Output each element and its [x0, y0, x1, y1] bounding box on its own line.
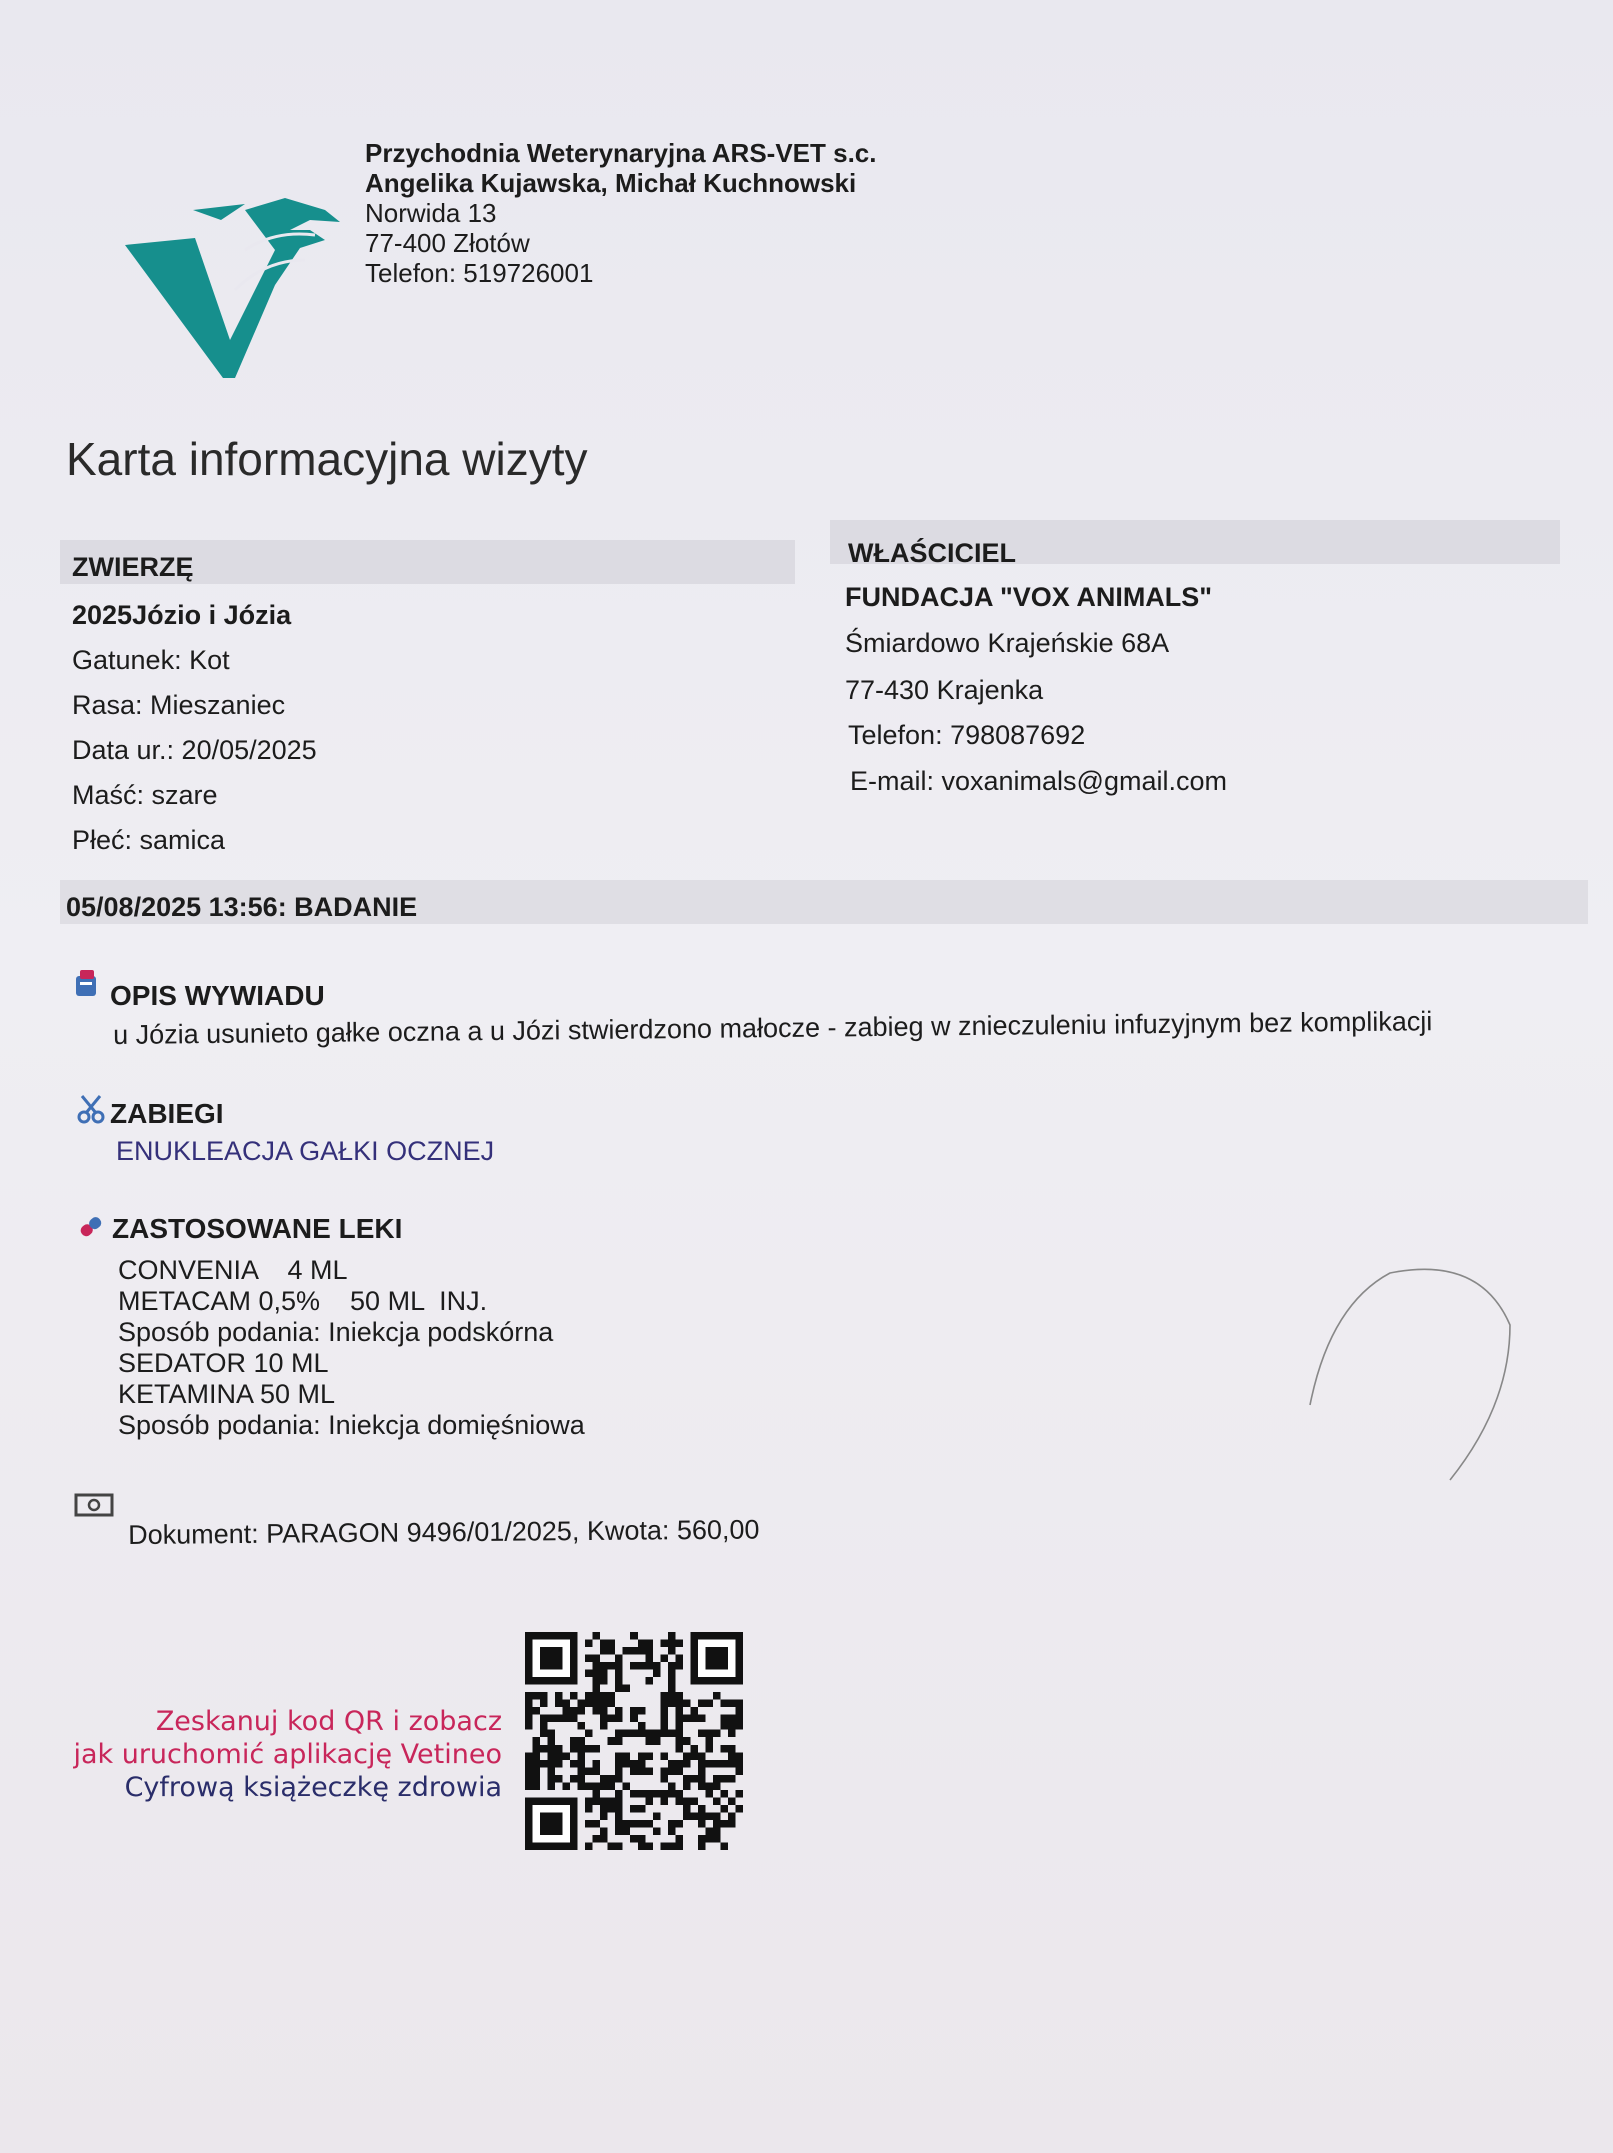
clipboard-icon — [72, 968, 102, 1000]
animal-heading: ZWIERZĘ — [72, 552, 194, 582]
clinic-owners: Angelika Kujawska, Michał Kuchnowski — [365, 168, 857, 198]
scissors-icon — [76, 1093, 106, 1125]
animal-birth-date: Data ur.: 20/05/2025 — [72, 735, 317, 765]
qr-code[interactable] — [525, 1630, 743, 1852]
clinic-phone: Telefon: 519726001 — [365, 258, 594, 288]
drugs-list — [118, 1255, 585, 1441]
procedures-title: ZABIEGI — [110, 1098, 224, 1129]
owner-phone: Telefon: 798087692 — [848, 720, 1086, 750]
clinic-street: Norwida 13 — [365, 198, 497, 228]
drug-line: Sposób podania: Iniekcja podskórna — [118, 1317, 554, 1347]
clinic-info — [365, 138, 877, 288]
drug-line: SEDATOR 10 ML — [118, 1348, 329, 1378]
owner-email: E-mail: voxanimals@gmail.com — [850, 766, 1227, 796]
drugs-title: ZASTOSOWANE LEKI — [112, 1213, 403, 1244]
qr-line-3: Cyfrową książeczkę zdrowia — [124, 1772, 502, 1803]
banknote-icon — [74, 1492, 114, 1518]
animal-breed: Rasa: Mieszaniec — [72, 690, 286, 720]
payment-document: Dokument: PARAGON 9496/01/2025, Kwota: 560,00 — [128, 1514, 760, 1550]
clinic-name: Przychodnia Weterynaryjna ARS-VET s.c. — [365, 138, 877, 168]
interview-text: u Józia usunieto gałke oczna a u Józi stwierdzono małocze - zabieg w znieczuleniu infuzyjnym bez komplikacji — [113, 1006, 1433, 1050]
page-title: Karta informacyjna wizyty — [66, 433, 588, 485]
interview-title: OPIS WYWIADU — [110, 980, 325, 1011]
animal-species: Gatunek: Kot — [72, 645, 230, 675]
clinic-city: 77-400 Złotów — [365, 228, 530, 258]
drug-line: Sposób podania: Iniekcja domięśniowa — [118, 1410, 585, 1440]
qr-promo-text — [73, 1705, 502, 1804]
owner-name: FUNDACJA "VOX ANIMALS" — [845, 582, 1213, 612]
animal-name: 2025Józio i Józia — [72, 600, 292, 630]
visit-header: 05/08/2025 13:56: BADANIE — [66, 892, 418, 922]
owner-city: 77-430 Krajenka — [845, 675, 1044, 705]
drug-line: METACAM 0,5% 50 ML INJ. — [118, 1286, 488, 1316]
animal-color: Maść: szare — [72, 780, 218, 810]
qr-line-1: Zeskanuj kod QR i zobacz — [155, 1706, 502, 1737]
pill-icon — [76, 1210, 106, 1242]
drug-line: KETAMINA 50 ML — [118, 1379, 336, 1409]
signature — [1300, 1265, 1520, 1485]
drug-line: CONVENIA 4 ML — [118, 1255, 348, 1285]
owner-heading: WŁAŚCICIEL — [848, 538, 1016, 568]
clinic-logo — [125, 190, 345, 385]
procedure-item: ENUKLEACJA GAŁKI OCZNEJ — [116, 1136, 495, 1166]
owner-street: Śmiardowo Krajeńskie 68A — [845, 628, 1170, 658]
animal-sex: Płeć: samica — [72, 825, 226, 855]
qr-line-2: jak uruchomić aplikację Vetineo — [73, 1739, 502, 1770]
